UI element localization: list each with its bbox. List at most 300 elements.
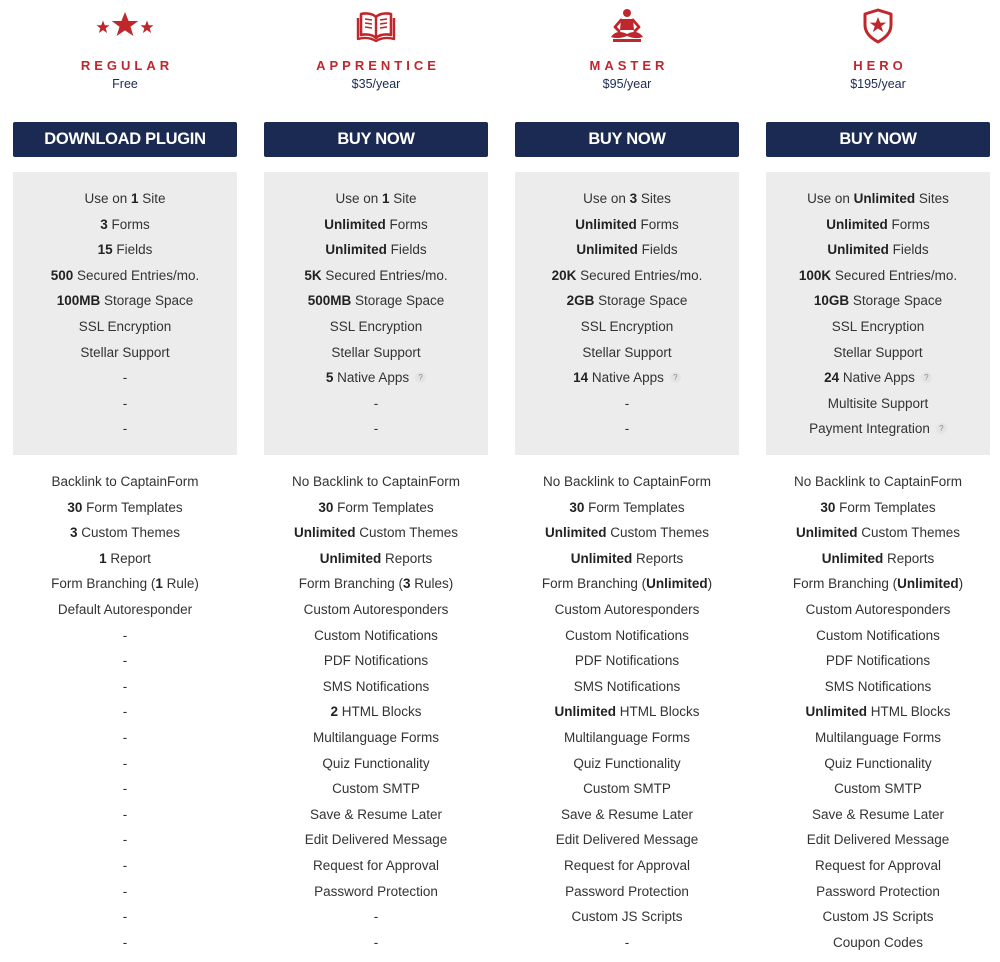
feature-row [264, 237, 488, 263]
feature-label: SSL Encryption [78, 318, 172, 334]
feature-row [264, 776, 488, 802]
feature-row [13, 802, 237, 828]
feature-row [766, 623, 990, 649]
feature-label: Use on [583, 191, 630, 206]
feature-row [766, 416, 990, 442]
feature-label: - [624, 934, 630, 950]
buy-now-button[interactable]: BUY NOW [264, 122, 488, 157]
feature-label: Native Apps [588, 370, 664, 386]
feature-row [264, 365, 488, 391]
help-icon[interactable]: ? [936, 423, 947, 434]
feature-label: Custom Themes [355, 525, 459, 541]
plan-name: APPRENTICE [316, 58, 440, 73]
feature-label: ) [958, 576, 964, 592]
feature-label: Save & Resume Later [811, 806, 945, 822]
feature-value: 2 [330, 704, 338, 720]
feature-row [515, 186, 739, 212]
plan-price: $195/year [850, 77, 906, 91]
feature-label: Stellar Support [833, 344, 923, 360]
feature-label: Password Protection [816, 883, 940, 899]
feature-row [13, 904, 237, 930]
feature-row [264, 263, 488, 289]
feature-row [264, 827, 488, 853]
feature-row [766, 314, 990, 340]
feature-label: HTML Blocks [616, 704, 700, 720]
feature-row [13, 571, 237, 597]
feature-label: Custom SMTP [583, 781, 671, 797]
feature-label: - [624, 395, 630, 411]
feature-label: Sites [915, 191, 949, 206]
feature-row [13, 776, 237, 802]
feature-label: - [373, 934, 379, 950]
feature-row [515, 904, 739, 930]
feature-label: SMS Notifications [824, 678, 932, 694]
feature-row [264, 853, 488, 879]
buy-now-button[interactable]: BUY NOW [515, 122, 739, 157]
feature-label: Storage Space [849, 293, 943, 309]
stars-icon [13, 8, 237, 48]
feature-row [264, 391, 488, 417]
feature-label: Rule) [162, 576, 199, 592]
feature-row [264, 904, 488, 930]
feature-label: Site [138, 191, 166, 206]
feature-label: Custom SMTP [834, 781, 922, 797]
feature-row [766, 674, 990, 700]
extra-feature-list [766, 469, 990, 955]
feature-label: ) [707, 576, 713, 592]
feature-row [766, 648, 990, 674]
feature-value: 5 [325, 370, 334, 386]
feature-row [766, 904, 990, 930]
feature-value: 10GB [813, 293, 850, 309]
feature-label: Fields [888, 242, 929, 258]
feature-row [515, 469, 739, 495]
extra-feature-list [264, 469, 488, 955]
feature-row [264, 648, 488, 674]
feature-row [515, 520, 739, 546]
feature-label: Multisite Support [827, 395, 929, 411]
feature-row [515, 237, 739, 263]
feature-row [13, 237, 237, 263]
feature-row [13, 674, 237, 700]
help-icon[interactable]: ? [921, 372, 932, 383]
feature-row [264, 674, 488, 700]
feature-value: 30 [318, 499, 334, 515]
feature-label: Password Protection [314, 883, 438, 899]
feature-label: - [122, 370, 128, 386]
feature-label: No Backlink to CaptainForm [291, 474, 461, 489]
feature-row [13, 546, 237, 572]
feature-row [515, 879, 739, 905]
feature-row [264, 879, 488, 905]
feature-row [264, 597, 488, 623]
feature-label: Custom Themes [606, 525, 710, 541]
feature-row [13, 416, 237, 442]
feature-value: 1 [131, 191, 139, 206]
help-icon[interactable]: ? [670, 372, 681, 383]
feature-label: Custom Notifications [565, 627, 689, 643]
feature-label: Form Templates [82, 499, 183, 515]
feature-label: - [373, 909, 379, 925]
feature-row [766, 571, 990, 597]
feature-row [515, 930, 739, 956]
feature-row [766, 340, 990, 366]
feature-label: Reports [632, 550, 684, 566]
feature-row [264, 930, 488, 956]
feature-label: - [122, 883, 128, 899]
feature-row [515, 340, 739, 366]
feature-row [13, 212, 237, 238]
feature-label: Custom Autoresponders [554, 601, 700, 617]
feature-value: 100MB [56, 293, 101, 309]
feature-label: Stellar Support [582, 344, 672, 360]
feature-label: Reports [381, 550, 433, 566]
feature-label: Use on [807, 191, 854, 206]
feature-value: Unlimited [575, 216, 637, 232]
plan-name: REGULAR [80, 58, 174, 73]
feature-row [13, 391, 237, 417]
feature-label: Secured Entries/mo. [321, 267, 448, 283]
buy-now-button[interactable]: BUY NOW [766, 122, 990, 157]
book-icon [264, 8, 488, 48]
feature-label: Form Branching ( [51, 576, 156, 592]
feature-value: Unlimited [821, 550, 884, 566]
feature-label: SSL Encryption [329, 318, 423, 334]
feature-label: Forms [636, 216, 679, 232]
feature-value: Unlimited [554, 704, 616, 720]
feature-label: Custom Themes [857, 525, 961, 541]
feature-row [13, 340, 237, 366]
feature-label: - [122, 857, 128, 873]
feature-row [766, 751, 990, 777]
feature-row [515, 391, 739, 417]
feature-row [264, 340, 488, 366]
feature-label: Fields [112, 242, 153, 258]
feature-label: Request for Approval [814, 857, 942, 873]
feature-label: - [624, 421, 630, 437]
feature-row [515, 263, 739, 289]
feature-label: No Backlink to CaptainForm [542, 474, 712, 489]
plan-name: MASTER [589, 58, 669, 73]
feature-row [515, 648, 739, 674]
feature-value: 30 [67, 499, 83, 515]
feature-row [264, 212, 488, 238]
feature-label: - [122, 704, 128, 720]
feature-label: Sites [637, 191, 671, 206]
feature-label: - [122, 627, 128, 643]
feature-label: Password Protection [565, 883, 689, 899]
feature-row [13, 699, 237, 725]
feature-row [264, 623, 488, 649]
feature-label: Custom Autoresponders [805, 601, 951, 617]
feature-row [766, 186, 990, 212]
feature-label: Use on [335, 191, 382, 206]
feature-value: 2GB [566, 293, 595, 309]
feature-value: 20K [551, 267, 577, 283]
feature-label: Fields [637, 242, 678, 258]
plan-price: $95/year [602, 77, 652, 91]
feature-value: Unlimited [570, 550, 633, 566]
feature-label: Use on [84, 191, 131, 206]
feature-row [264, 469, 488, 495]
feature-label: - [122, 934, 128, 950]
feature-row [766, 879, 990, 905]
feature-row [766, 288, 990, 314]
feature-row [515, 314, 739, 340]
feature-label: - [122, 755, 128, 771]
feature-value: Unlimited [324, 216, 386, 232]
feature-label: - [122, 806, 128, 822]
feature-label: Quiz Functionality [322, 755, 430, 771]
core-feature-list [264, 186, 488, 442]
feature-row [13, 186, 237, 212]
extra-feature-list [13, 469, 237, 955]
feature-row [264, 546, 488, 572]
feature-label: PDF Notifications [825, 653, 931, 669]
feature-label: Storage Space [594, 293, 688, 309]
feature-label: Multilanguage Forms [563, 729, 691, 745]
feature-label: - [122, 421, 128, 437]
feature-label: Multilanguage Forms [814, 729, 942, 745]
feature-label: Forms [887, 216, 930, 232]
feature-row [766, 802, 990, 828]
feature-row [515, 623, 739, 649]
feature-row [515, 571, 739, 597]
feature-row [13, 879, 237, 905]
feature-value: Unlimited [826, 216, 888, 232]
feature-label: Native Apps [839, 370, 915, 386]
plan-name: HERO [853, 58, 907, 73]
feature-row [766, 495, 990, 521]
feature-value: 30 [820, 499, 836, 515]
feature-row [13, 623, 237, 649]
feature-value: 1 [382, 191, 390, 206]
feature-row [13, 288, 237, 314]
feature-label: - [122, 781, 128, 797]
feature-row [515, 495, 739, 521]
feature-label: Secured Entries/mo. [576, 267, 703, 283]
feature-value: 3 [629, 191, 638, 206]
feature-label: - [122, 653, 128, 669]
feature-label: Edit Delivered Message [806, 832, 950, 848]
feature-row [264, 725, 488, 751]
feature-row [515, 853, 739, 879]
feature-row [766, 597, 990, 623]
feature-label: PDF Notifications [574, 653, 680, 669]
feature-label: Quiz Functionality [573, 755, 681, 771]
feature-label: Custom Notifications [816, 627, 940, 643]
feature-label: - [122, 678, 128, 694]
feature-label: Secured Entries/mo. [831, 267, 958, 283]
feature-row [13, 648, 237, 674]
feature-row [13, 469, 237, 495]
feature-row [515, 597, 739, 623]
feature-value: Unlimited [325, 242, 387, 258]
feature-label: Default Autoresponder [57, 601, 193, 617]
feature-row [515, 288, 739, 314]
feature-label: Payment Integration [809, 421, 930, 437]
feature-value: 100K [798, 267, 832, 283]
feature-label: - [122, 729, 128, 745]
feature-row [13, 930, 237, 956]
feature-value: 1 [155, 576, 163, 592]
feature-label: SMS Notifications [322, 678, 430, 694]
feature-label: Forms [107, 216, 150, 232]
feature-value: 1 [99, 550, 107, 566]
feature-row [515, 416, 739, 442]
feature-label: Stellar Support [80, 344, 170, 360]
feature-label: Edit Delivered Message [555, 832, 699, 848]
feature-row [766, 365, 990, 391]
feature-row [13, 725, 237, 751]
feature-row [766, 699, 990, 725]
feature-row [515, 776, 739, 802]
feature-label: Stellar Support [331, 344, 421, 360]
feature-label: Native Apps [333, 370, 410, 386]
feature-value: Unlimited [853, 191, 916, 206]
feature-row [766, 776, 990, 802]
plan-price: Free [112, 77, 138, 91]
feature-row [13, 263, 237, 289]
feature-label: Request for Approval [563, 857, 691, 873]
feature-row [13, 751, 237, 777]
feature-row [766, 391, 990, 417]
feature-row [13, 520, 237, 546]
feature-label: Secured Entries/mo. [73, 267, 200, 283]
core-feature-list [13, 186, 237, 442]
feature-row [13, 827, 237, 853]
feature-row [766, 237, 990, 263]
feature-value: Unlimited [576, 242, 638, 258]
feature-label: HTML Blocks [338, 704, 422, 720]
feature-label: Form Templates [333, 499, 434, 515]
feature-label: Rules) [410, 576, 454, 592]
feature-row [264, 571, 488, 597]
plan-price: $35/year [351, 77, 401, 91]
feature-label: Report [106, 550, 151, 566]
feature-label: Coupon Codes [832, 934, 924, 950]
feature-row [515, 546, 739, 572]
feature-label: Custom Autoresponders [303, 601, 449, 617]
feature-row [766, 263, 990, 289]
feature-row [13, 365, 237, 391]
feature-value: 3 [403, 576, 411, 592]
feature-value: 15 [97, 242, 113, 258]
feature-row [515, 827, 739, 853]
feature-row [13, 597, 237, 623]
feature-row [264, 699, 488, 725]
feature-label: SSL Encryption [580, 318, 674, 334]
feature-value: 14 [573, 370, 589, 386]
feature-label: - [122, 832, 128, 848]
feature-row [264, 186, 488, 212]
feature-label: Custom JS Scripts [822, 909, 934, 925]
core-feature-list [766, 186, 990, 442]
feature-row [766, 725, 990, 751]
feature-row [766, 853, 990, 879]
extra-feature-list [515, 469, 739, 955]
shield-star-icon [766, 8, 990, 48]
feature-label: HTML Blocks [867, 704, 951, 720]
feature-label: Edit Delivered Message [304, 832, 448, 848]
feature-row [13, 495, 237, 521]
feature-label: SMS Notifications [573, 678, 681, 694]
feature-label: Backlink to CaptainForm [51, 474, 199, 489]
feature-row [264, 520, 488, 546]
feature-label: Multilanguage Forms [312, 729, 440, 745]
feature-label: Form Templates [584, 499, 685, 515]
help-icon[interactable]: ? [415, 372, 426, 383]
feature-value: Unlimited [646, 576, 708, 592]
feature-row [515, 674, 739, 700]
feature-value: Unlimited [805, 704, 867, 720]
feature-row [515, 725, 739, 751]
feature-value: Unlimited [795, 525, 858, 541]
feature-row [264, 495, 488, 521]
feature-row [766, 827, 990, 853]
feature-row [264, 416, 488, 442]
feature-label: - [373, 395, 379, 411]
feature-value: Unlimited [827, 242, 889, 258]
download-plugin-button[interactable]: DOWNLOAD PLUGIN [13, 122, 237, 157]
feature-label: PDF Notifications [323, 653, 429, 669]
core-feature-list [515, 186, 739, 442]
feature-row [515, 365, 739, 391]
feature-label: Form Branching ( [792, 576, 898, 592]
feature-label: Form Templates [835, 499, 936, 515]
feature-value: Unlimited [293, 525, 356, 541]
feature-label: Custom JS Scripts [571, 909, 683, 925]
feature-row [264, 751, 488, 777]
feature-row [515, 699, 739, 725]
feature-label: - [373, 421, 379, 437]
feature-value: Unlimited [897, 576, 959, 592]
feature-row [13, 314, 237, 340]
meditation-icon [515, 8, 739, 48]
feature-row [13, 853, 237, 879]
feature-label: SSL Encryption [831, 318, 925, 334]
feature-row [264, 802, 488, 828]
feature-value: 500 [50, 267, 74, 283]
feature-label: No Backlink to CaptainForm [793, 474, 963, 489]
feature-row [766, 469, 990, 495]
feature-value: 30 [569, 499, 585, 515]
feature-label: Storage Space [100, 293, 194, 309]
feature-label: Form Branching ( [541, 576, 647, 592]
feature-label: Storage Space [351, 293, 445, 309]
feature-label: Save & Resume Later [309, 806, 443, 822]
feature-row [264, 288, 488, 314]
feature-label: Forms [385, 216, 428, 232]
feature-value: Unlimited [319, 550, 382, 566]
feature-label: Custom Themes [77, 525, 181, 541]
feature-label: Quiz Functionality [824, 755, 932, 771]
feature-label: Form Branching ( [298, 576, 403, 592]
feature-label: Request for Approval [312, 857, 440, 873]
feature-label: Save & Resume Later [560, 806, 694, 822]
feature-label: - [122, 909, 128, 925]
feature-label: - [122, 395, 128, 411]
feature-value: 24 [824, 370, 840, 386]
feature-label: Site [389, 191, 417, 206]
feature-label: Reports [883, 550, 935, 566]
feature-row [766, 520, 990, 546]
feature-row [515, 212, 739, 238]
feature-row [515, 751, 739, 777]
feature-row [264, 314, 488, 340]
feature-row [766, 212, 990, 238]
feature-value: 5K [304, 267, 322, 283]
